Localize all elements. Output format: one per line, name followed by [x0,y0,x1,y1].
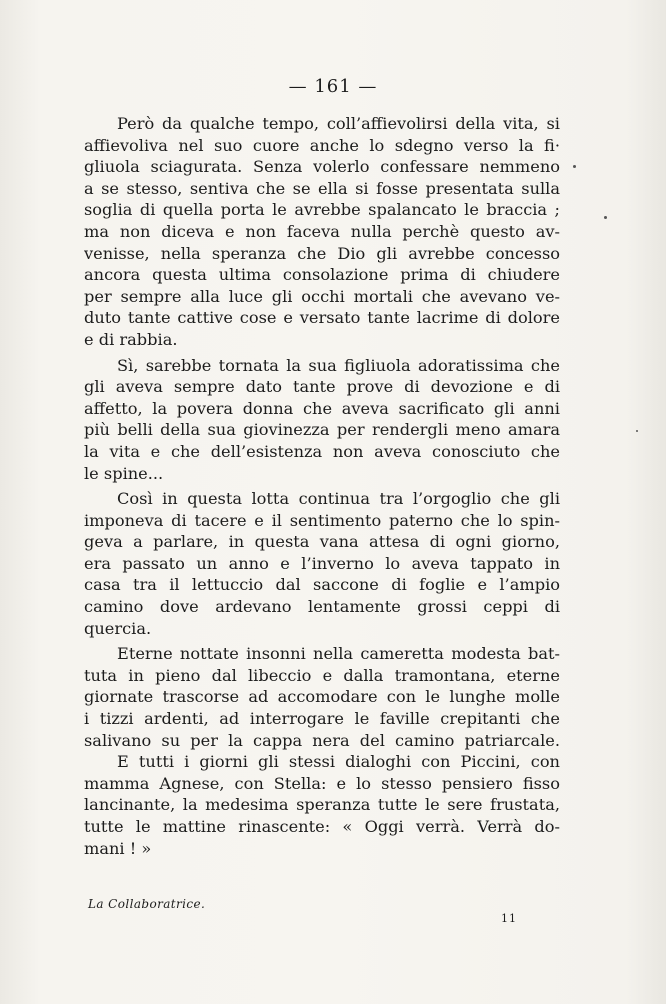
footer-signature: 11 [501,912,517,925]
text-line: lancinante, la medesima speranza tutte le sere frustata, [84,795,560,815]
text-line: geva a parlare, in questa vana attesa di ogni giorno, [84,532,560,552]
paragraph-3 [84,488,560,639]
text-line: e di rabbia. [84,329,178,349]
text-line: a se stesso, sentiva che se ella si fosse presentata sulla [84,178,560,198]
text-line: Così in questa lotta continua tra l’orgoglio che gli [117,489,560,509]
text-line: le spine... [84,463,164,483]
text-line: Eterne nottate insonni nella cameretta modesta bat- [117,644,560,664]
text-line: affetto, la povera donna che aveva sacrificato gli anni [84,398,560,418]
text-line: soglia di quella porta le avrebbe spalancato le braccia ; [84,200,560,220]
text-line: duto tante cattive cose e versato tante lacrime di dolore [84,308,560,328]
text-line: affievoliva nel suo cuore anche lo sdegno verso la fi· [84,135,560,155]
text-line: gli aveva sempre dato tante prove di devozione e di [84,377,560,397]
text-line: salivano su per la cappa nera del camino patriarcale. [84,730,560,750]
text-line: giornate trascorse ad accomodare con le lunghe molle [84,687,560,707]
text-line: i tizzi ardenti, ad interrogare le faville crepitanti che [84,709,560,729]
text-line: ancora questa ultima consolazione prima di chiudere [84,265,560,285]
text-line: quercia. [84,618,152,638]
body-text [84,113,560,859]
footer-title: La Collaboratrice. [88,897,206,911]
text-line: la vita e che dell’esistenza non aveva conosciuto che [84,441,560,461]
text-line: gliuola sciagurata. Senza volerlo confessare nemmeno [84,157,560,177]
text-line: imponeva di tacere e il sentimento paterno che lo spin- [84,510,560,530]
text-line: mamma Agnese, con Stella: e lo stesso pensiero fisso [84,773,560,793]
text-line: ma non diceva e non faceva nulla perchè questo av- [84,221,560,241]
text-line: mani ! » [84,838,152,858]
text-line: camino dove ardevano lentamente grossi ceppi di [84,597,560,617]
text-line: era passato un anno e l’inverno lo aveva tappato in [84,553,560,573]
text-line: venisse, nella speranza che Dio gli avrebbe concesso [84,243,560,263]
text-line: tutte le mattine rinascente: « Oggi verrà. Verrà do- [84,817,560,836]
text-line: E tutti i giorni gli stessi dialoghi con Piccini, con [117,752,560,772]
text-line: per sempre alla luce gli occhi mortali che avevano ve- [84,286,560,306]
text-line: Sì, sarebbe tornata la sua figliuola adoratissima che [117,355,560,375]
print-speck [636,430,638,432]
text-line: tuta in pieno dal libeccio e dalla tramontana, eterne [84,665,560,685]
print-speck [573,165,576,168]
print-speck [604,216,607,219]
text-line: Però da qualche tempo, coll’affievolirsi della vita, si [117,114,560,133]
paragraph-2 [84,355,560,485]
text-line: casa tra il lettuccio dal saccone di foglie e l’ampio [84,575,560,595]
paragraph-4 [84,643,560,751]
page-number: — 161 — [288,76,378,97]
paragraph-5 [84,751,560,859]
paragraph-1 [84,113,560,351]
text-line: più belli della sua giovinezza per rendergli meno amara [84,420,560,440]
